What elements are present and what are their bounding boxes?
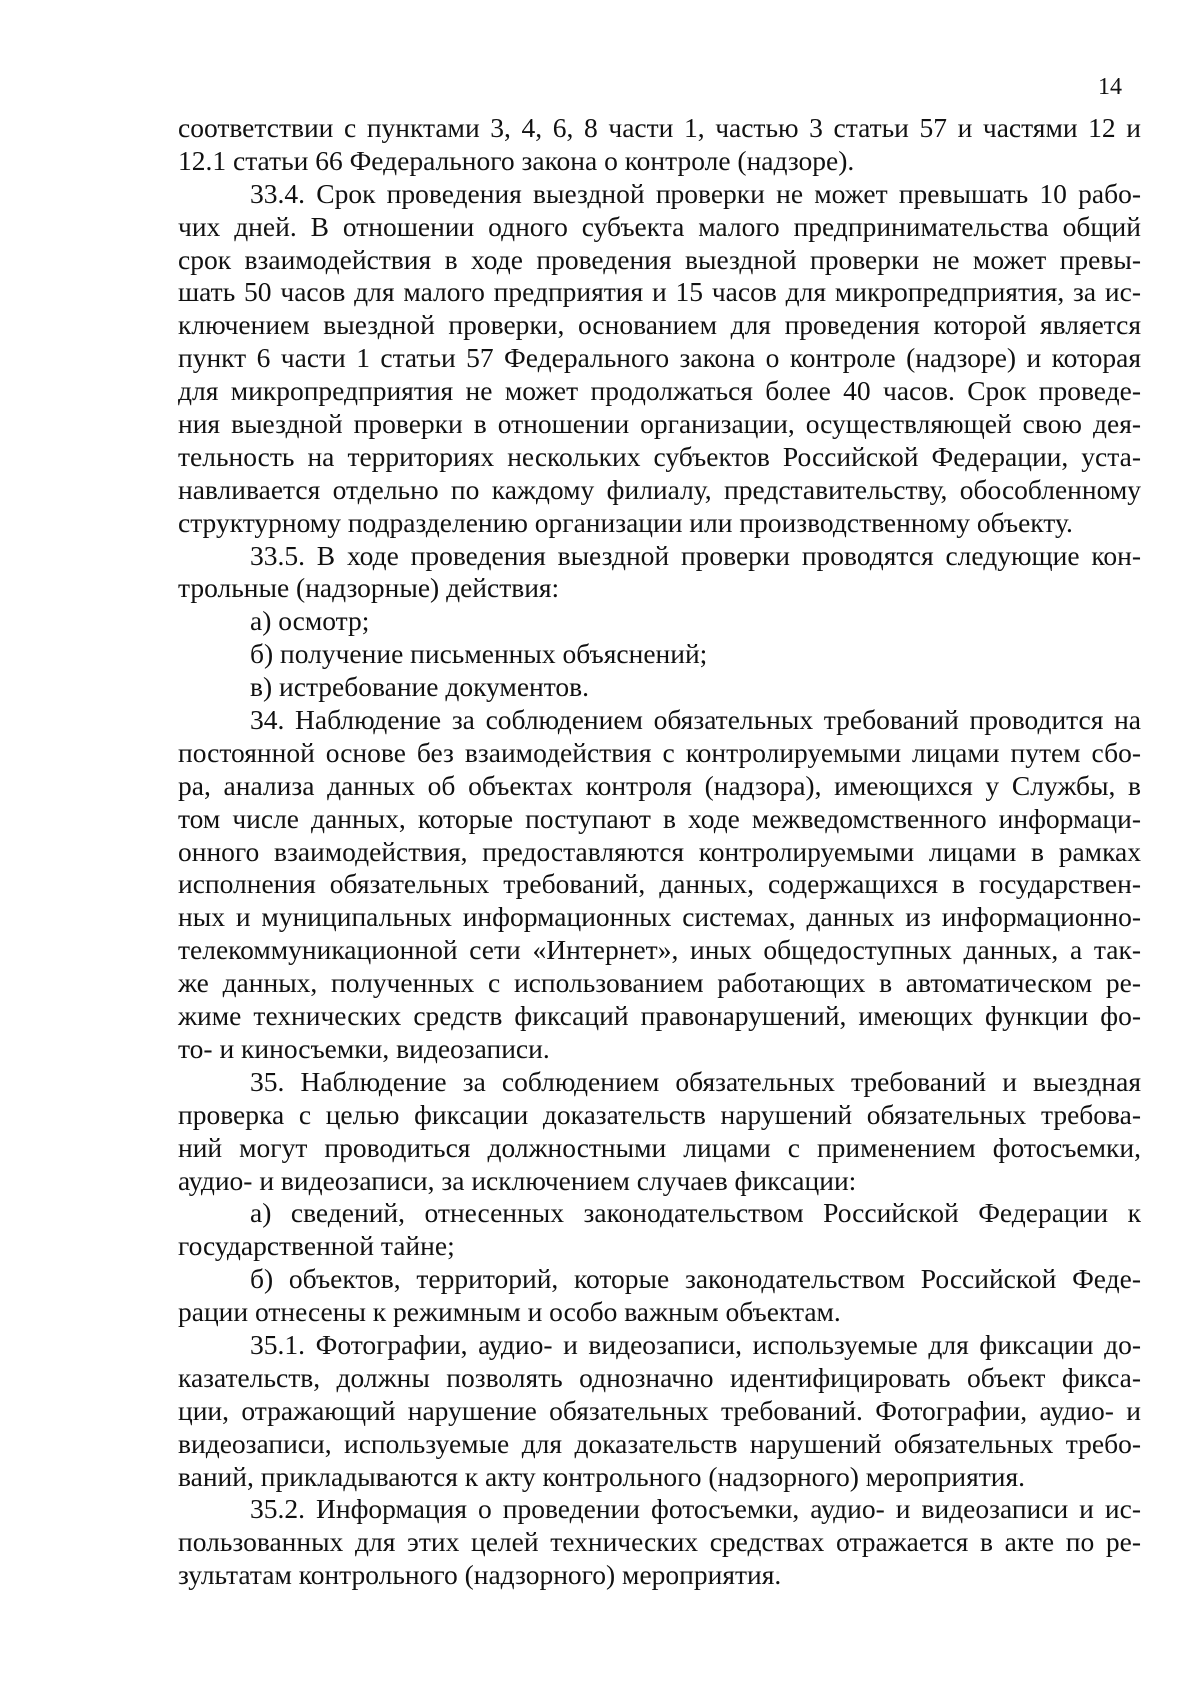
text-line: а) осмотр;: [250, 605, 370, 637]
text-line: структурному подразделению организации или производственному объекту.: [178, 506, 1073, 538]
text-line: видеозаписи, используемые для доказательств нарушений обязательных требо-: [178, 1427, 1141, 1459]
text-line: а) сведений, отнесенных законодательством Российской Федерации к: [250, 1197, 1141, 1229]
text-line: онного взаимодействия, предоставляются контролируемыми лицами в рамках: [178, 835, 1141, 867]
text-line: ключением выездной проверки, основанием для проведения которой является: [178, 309, 1141, 341]
text-line: исполнения обязательных требований, данных, содержащихся в государствен-: [178, 868, 1141, 900]
text-line: 33.5. В ходе проведения выездной проверки проводятся следующие кон-: [250, 539, 1141, 571]
text-line: срок взаимодействия в ходе проведения выездной проверки не может превы-: [178, 243, 1141, 275]
text-line: трольные (надзорные) действия:: [178, 572, 560, 604]
text-line: для микропредприятия не может продолжаться более 40 часов. Срок проведе-: [178, 375, 1141, 407]
text-line: рации отнесены к режимным и особо важным объектам.: [178, 1296, 841, 1328]
text-line: проверка с целью фиксации доказательств нарушений обязательных требова-: [178, 1098, 1141, 1130]
text-line: 35.1. Фотографии, аудио- и видеозаписи, используемые для фиксации до-: [250, 1328, 1141, 1360]
document-body: [178, 112, 1141, 1592]
text-line: ных и муниципальных информационных системах, данных из информационно-: [178, 901, 1141, 933]
text-line: ний могут проводиться должностными лицами с применением фотосъемки,: [178, 1131, 1141, 1163]
text-line: постоянной основе без взаимодействия с контролируемыми лицами путем сбо-: [178, 736, 1141, 768]
text-line: шать 50 часов для малого предприятия и 15 часов для микропредприятия, за ис-: [178, 276, 1141, 308]
text-line: тельность на территориях нескольких субъектов Российской Федерации, уста-: [178, 440, 1141, 472]
text-line: б) объектов, территорий, которые законодательством Российской Феде-: [250, 1263, 1141, 1295]
text-line: пункт 6 части 1 статьи 57 Федерального закона о контроле (надзоре) и которая: [178, 342, 1141, 374]
text-line: соответствии с пунктами 3, 4, 6, 8 части 1, частью 3 статьи 57 и частями 12 и: [178, 112, 1141, 143]
text-line: ния выездной проверки в отношении организации, осуществляющей свою дея-: [178, 408, 1141, 440]
text-line: ра, анализа данных об объектах контроля (надзора), имеющихся у Службы, в: [178, 769, 1141, 801]
text-line: в) истребование документов.: [250, 671, 590, 703]
text-line: государственной тайне;: [178, 1230, 455, 1262]
text-line: навливается отдельно по каждому филиалу, представительству, обособленному: [178, 473, 1141, 505]
text-line: том числе данных, которые поступают в ходе межведомственного информаци-: [178, 802, 1141, 834]
text-line: пользованных для этих целей технических средствах отражается в акте по ре-: [178, 1526, 1141, 1558]
text-line: 12.1 статьи 66 Федерального закона о контроле (надзоре).: [178, 144, 855, 176]
text-line: б) получение письменных объяснений;: [250, 638, 708, 670]
text-line: телекоммуникационной сети «Интернет», иных общедоступных данных, а так-: [178, 934, 1141, 966]
text-line: то- и киносъемки, видеозаписи.: [178, 1032, 550, 1064]
text-line: ваний, прикладываются к акту контрольного (надзорного) мероприятия.: [178, 1460, 1026, 1492]
text-line: аудио- и видеозаписи, за исключением случаев фиксации:: [178, 1164, 857, 1196]
text-line: чих дней. В отношении одного субъекта малого предпринимательства общий: [178, 210, 1141, 242]
text-line: зультатам контрольного (надзорного) мероприятия.: [178, 1559, 782, 1591]
text-line: 33.4. Срок проведения выездной проверки не может превышать 10 рабо-: [250, 177, 1141, 209]
text-line: же данных, полученных с использованием работающих в автоматическом ре-: [178, 967, 1141, 999]
text-line: 35. Наблюдение за соблюдением обязательных требований и выездная: [250, 1065, 1141, 1097]
text-line: жиме технических средств фиксаций правонарушений, имеющих функции фо-: [178, 1000, 1141, 1032]
page-number: 14: [1098, 74, 1122, 100]
text-line: 35.2. Информация о проведении фотосъемки, аудио- и видеозаписи и ис-: [250, 1493, 1141, 1525]
text-line: 34. Наблюдение за соблюдением обязательных требований проводится на: [250, 704, 1141, 736]
text-line: ции, отражающий нарушение обязательных требований. Фотографии, аудио- и: [178, 1394, 1141, 1426]
text-line: казательств, должны позволять однозначно идентифицировать объект фикса-: [178, 1361, 1141, 1393]
